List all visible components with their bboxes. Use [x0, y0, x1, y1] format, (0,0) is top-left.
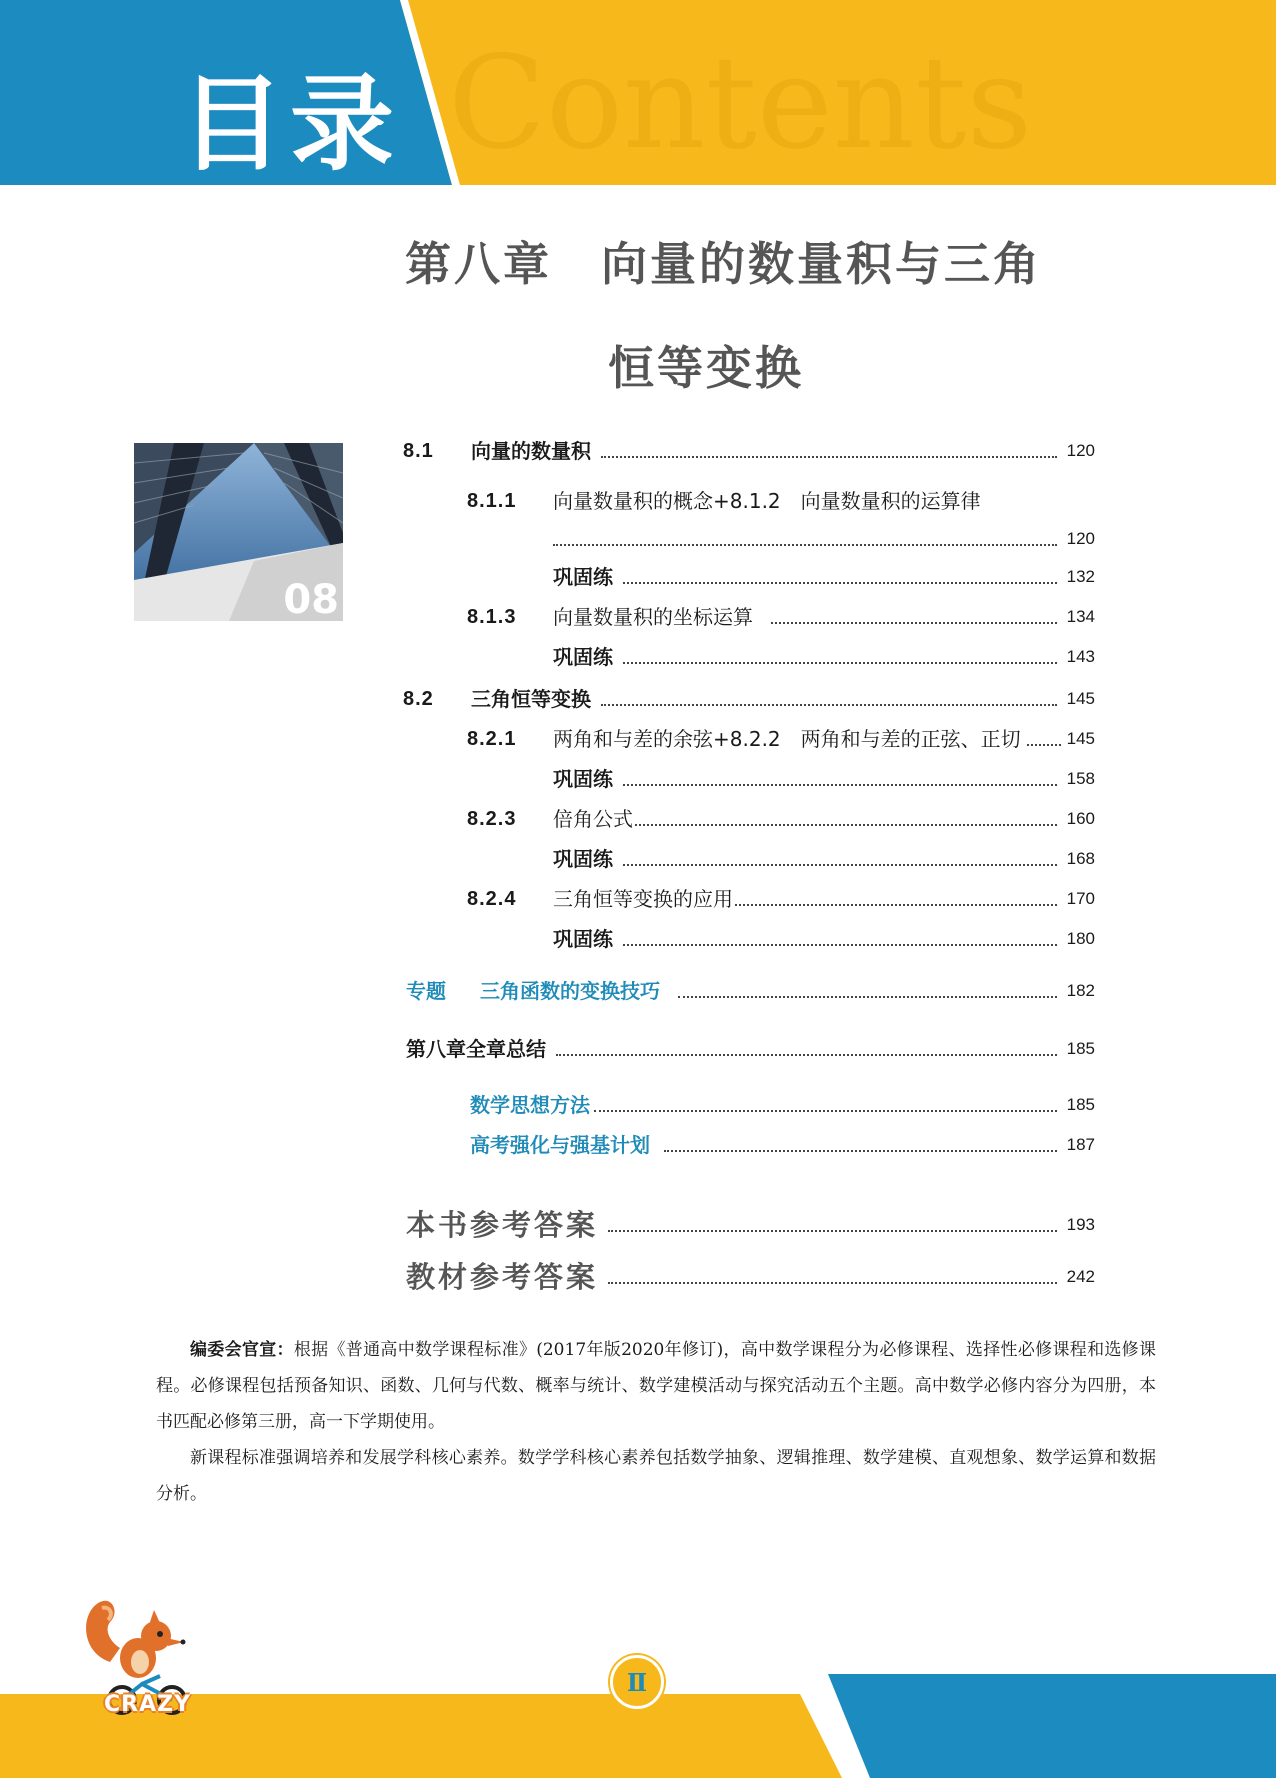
leader-dots	[678, 995, 1057, 998]
leader-dots	[623, 661, 1057, 664]
toc-page: 143	[1066, 647, 1095, 666]
toc-number: 8.1	[403, 440, 434, 462]
toc-title: 三角恒等变换	[471, 687, 591, 711]
toc-row[interactable]	[467, 604, 1095, 630]
toc-number: 8.2.1	[467, 728, 517, 750]
toc-title: 巩固练	[553, 645, 613, 669]
toc-title: 向量的数量积	[471, 439, 591, 463]
toc-page: 134	[1066, 607, 1095, 626]
toc-number: 8.1.3	[467, 606, 517, 628]
leader-dots	[594, 1109, 1057, 1112]
toc-label: 专题	[406, 979, 446, 1003]
leader-dots	[623, 943, 1057, 946]
page-title: 目录	[180, 63, 401, 185]
chapter-number-label: 08	[283, 577, 339, 621]
leader-dots	[608, 1229, 1057, 1232]
toc-number: 8.1.1	[467, 490, 517, 512]
toc-title: 向量数量积的概念+8.1.2 向量数量积的运算律	[553, 489, 981, 513]
contents-watermark: Contents	[448, 29, 1033, 178]
leader-dots	[771, 621, 1057, 624]
toc-number: 8.2	[403, 688, 434, 710]
toc-page: 145	[1066, 729, 1095, 748]
toc-title: 倍角公式	[553, 807, 633, 831]
toc-page: 185	[1066, 1039, 1095, 1058]
toc-row[interactable]	[470, 1092, 1095, 1118]
toc-row[interactable]	[553, 644, 1095, 670]
leader-dots	[1027, 743, 1061, 746]
toc-page: 160	[1066, 809, 1095, 828]
toc-row[interactable]	[406, 1260, 1095, 1294]
toc-page: 170	[1066, 889, 1095, 908]
toc-row[interactable]	[553, 846, 1095, 872]
leader-dots	[623, 783, 1057, 786]
chapter-title-line2: 恒等变换	[608, 341, 804, 395]
leader-dots	[608, 1281, 1057, 1284]
toc-row[interactable]	[553, 526, 1095, 552]
toc-title: 巩固练	[553, 767, 613, 791]
toc-number: 8.2.3	[467, 808, 517, 830]
leader-dots	[601, 455, 1057, 458]
toc-title: 巩固练	[553, 927, 613, 951]
toc-title: 教材参考答案	[406, 1260, 599, 1294]
toc-page: 242	[1066, 1267, 1095, 1286]
toc-row[interactable]	[467, 886, 1095, 912]
toc-row[interactable]	[553, 564, 1095, 590]
toc-title: 高考强化与强基计划	[470, 1133, 650, 1157]
leader-dots	[556, 1053, 1057, 1056]
toc-row[interactable]	[403, 686, 1095, 712]
toc-row[interactable]	[406, 1208, 1095, 1242]
toc-row[interactable]	[553, 766, 1095, 792]
toc-page: 132	[1066, 567, 1095, 586]
toc-row[interactable]	[403, 438, 1095, 464]
chapter-title-line1: 第八章 向量的数量积与三角	[405, 237, 1042, 291]
toc-row[interactable]	[467, 726, 1095, 752]
leader-dots	[623, 863, 1057, 866]
chapter-cover-image	[134, 443, 343, 621]
toc-row[interactable]	[406, 1036, 1095, 1062]
toc-row[interactable]	[553, 926, 1095, 952]
toc-row[interactable]	[467, 488, 1095, 514]
toc-title: 本书参考答案	[406, 1208, 599, 1242]
leader-dots	[623, 581, 1057, 584]
page-number-badge: Ⅱ	[610, 1655, 664, 1709]
toc-page: 187	[1066, 1135, 1095, 1154]
toc-page: 120	[1066, 441, 1095, 460]
toc-title: 第八章全章总结	[406, 1037, 546, 1061]
toc-page: 168	[1066, 849, 1095, 868]
toc-title: 巩固练	[553, 847, 613, 871]
toc-page: 182	[1066, 981, 1095, 1000]
toc-number: 8.2.4	[467, 888, 517, 910]
toc-title: 三角恒等变换的应用	[553, 887, 733, 911]
editorial-note-lead: 编委会官宣：	[190, 1340, 294, 1360]
toc-title: 向量数量积的坐标运算	[553, 605, 753, 629]
leader-dots	[553, 543, 1057, 546]
toc-page: 185	[1066, 1095, 1095, 1114]
toc-title: 数学思想方法	[470, 1093, 590, 1117]
toc-title: 三角函数的变换技巧	[480, 979, 660, 1003]
mascot-label: CRAZY	[104, 1692, 191, 1717]
toc-row[interactable]	[470, 1132, 1095, 1158]
toc-page: 193	[1066, 1215, 1095, 1234]
editorial-note-paragraph-2: 新课程标准强调培养和发展学科核心素养。数学学科核心素养包括数学抽象、逻辑推理、数学建模、直观想象、数学运算和数据分析。	[156, 1448, 1156, 1504]
leader-dots	[735, 903, 1057, 906]
toc-title: 巩固练	[553, 565, 613, 589]
leader-dots	[601, 703, 1057, 706]
leader-dots	[635, 823, 1057, 826]
toc-page: 180	[1066, 929, 1095, 948]
toc-title: 两角和与差的余弦+8.2.2 两角和与差的正弦、正切	[553, 727, 1021, 751]
leader-dots	[664, 1149, 1057, 1152]
toc-page: 158	[1066, 769, 1095, 788]
editorial-note-paragraph-1	[156, 1332, 1156, 1440]
editorial-note-body: 根据《普通高中数学课程标准》(2017年版2020年修订)，高中数学课程分为必修课程、选择性必修课程和选修课程。必修课程包括预备知识、函数、几何与代数、概率与统计、数学建模活动与探究活动五个主题。高中数学必修内容分为四册，本书匹配必修第三册，高一下学期使用。	[156, 1340, 1156, 1432]
toc-page: 120	[1066, 529, 1095, 548]
toc-row[interactable]	[467, 806, 1095, 832]
toc-page: 145	[1066, 689, 1095, 708]
toc-row[interactable]	[406, 978, 1095, 1004]
